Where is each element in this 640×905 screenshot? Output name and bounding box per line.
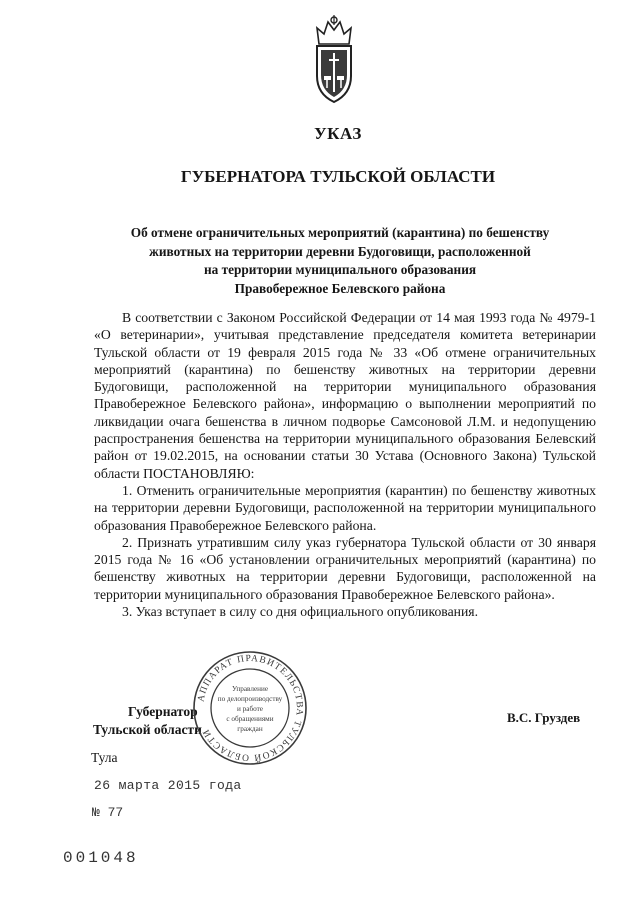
form-serial-number: 001048 <box>63 849 139 867</box>
seal-center-line: Управление <box>231 685 269 693</box>
subject-line: животных на территории деревни Будоговищи, расположенной <box>149 243 531 259</box>
decree-body <box>94 309 596 620</box>
seal-center-line: граждан <box>237 725 263 733</box>
issuer-heading: ГУБЕРНАТОРА ТУЛЬСКОЙ ОБЛАСТИ <box>180 167 496 186</box>
decree-item-2: 2. Признать утратившим силу указ губернатора Тульской области от 30 января 2015 года № 16 «Об установлении ограничительных мероприятий (карантина) по бешенству животных на территории деревни Будоговищи, расположенной на территории муниципального образования Правобережное Белевского района». <box>94 534 596 602</box>
preamble-paragraph: В соответствии с Законом Российской Федерации от 14 мая 1993 года № 4979-1 «О ветеринарии», учитывая представление председателя комитета ветеринарии Тульской области от 19 февраля 2015 года № 33 «Об отмене ограничительных мероприятий (карантина) по бешенству животных на территории деревни Будоговищи, расположенной на территории муниципального образования Правобережное Белевского района», информацию о выполнении мероприятий по ликвидации очага бешенства в личном подворье Самсоновой Л.М. и недопущению распространения бешенства на территории муниципального образования Белевский район от 19.02.2015, на основании статьи 30 Устава (Основного Закона) Тульской области ПОСТАНОВЛЯЮ: <box>94 310 596 481</box>
decree-number: № 77 <box>92 805 124 820</box>
issue-date: 26 марта 2015 года <box>94 778 242 793</box>
document-type-heading: УКАЗ <box>314 124 362 143</box>
signatory-title-line: Тульской области <box>93 722 202 737</box>
seal-center-line: и работе <box>237 705 263 713</box>
official-seal-stamp <box>191 649 309 767</box>
document-subject <box>95 224 585 298</box>
subject-line: на территории муниципального образования <box>203 262 477 277</box>
coat-of-arms-emblem <box>309 14 359 106</box>
subject-line: Правобережное Белевского района <box>234 280 446 296</box>
seal-center-line: по делопроизводству <box>217 695 283 703</box>
subject-line: Об отмене ограничительных мероприятий (карантина) по бешенству <box>130 225 550 240</box>
signatory-title <box>93 703 202 739</box>
seal-ring-text: АППАРАТ ПРАВИТЕЛЬСТВА ТУЛЬСКОЙ ОБЛАСТИ <box>196 653 305 763</box>
signatory-name: В.С. Груздев <box>507 710 581 725</box>
decree-item-3: 3. Указ вступает в силу со дня официального опубликования. <box>122 604 479 620</box>
seal-center-line: с обращениями <box>226 715 274 723</box>
issue-city: Тула <box>91 750 118 765</box>
decree-item-1: 1. Отменить ограничительные мероприятия (карантин) по бешенству животных на территории деревни Будоговищи, расположенной на территории муниципального образования Правобережное Белевского района. <box>94 482 596 533</box>
signatory-title-line: Губернатор <box>128 704 198 719</box>
